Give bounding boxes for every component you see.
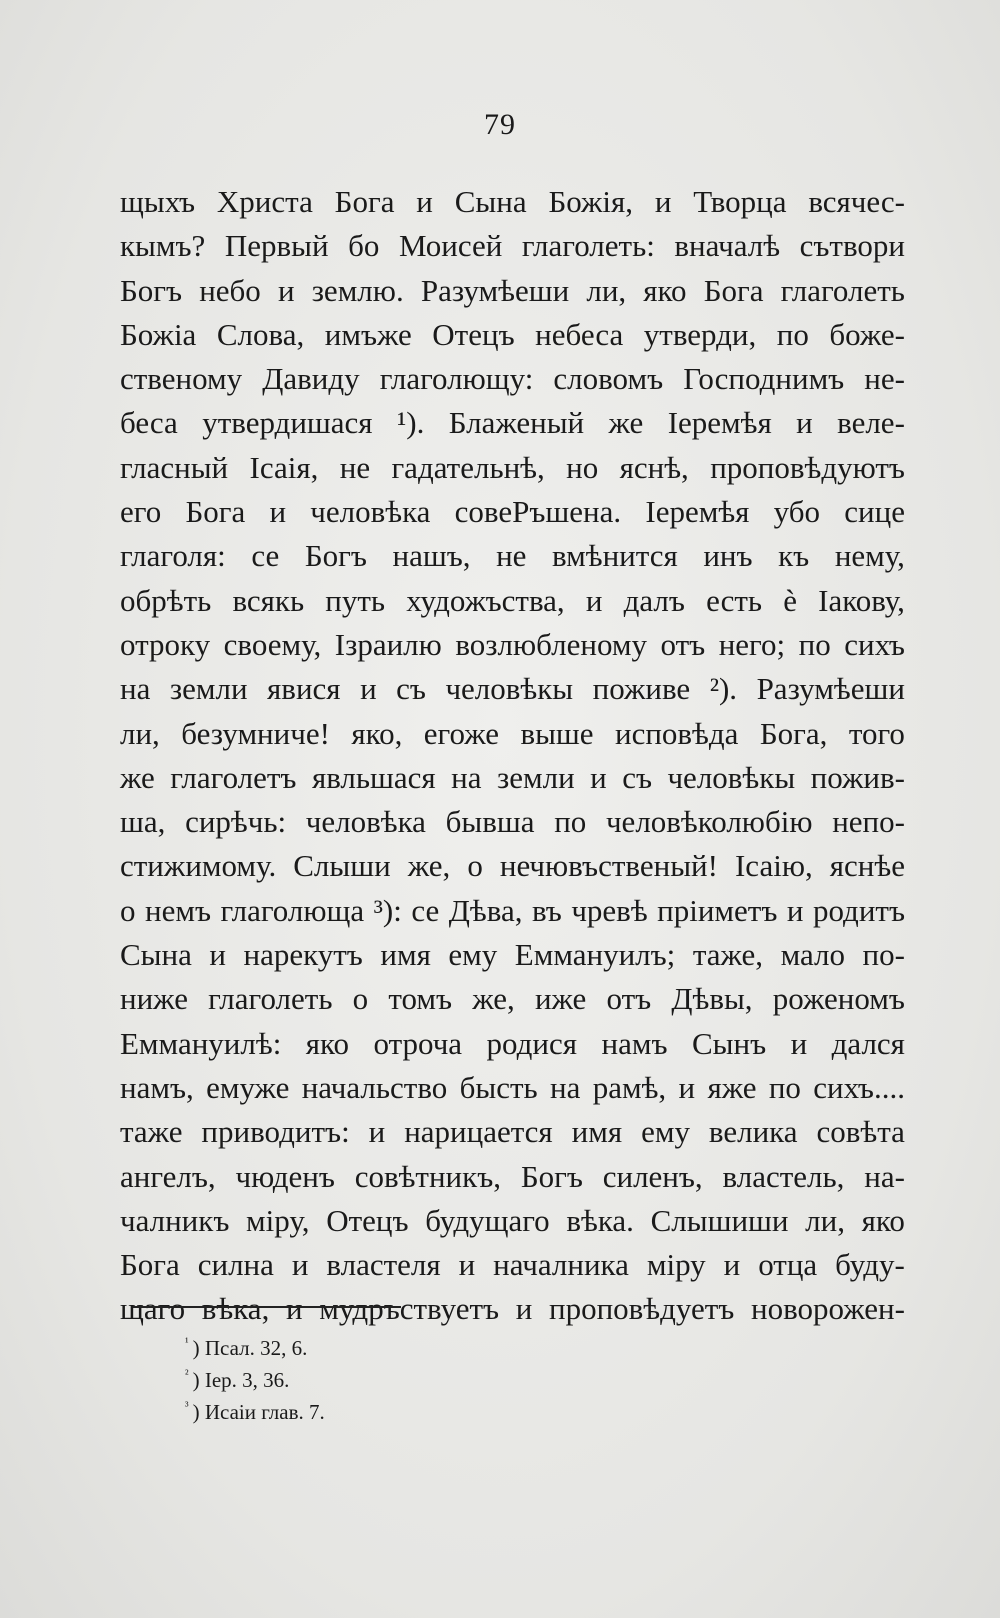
word: отроча bbox=[373, 1025, 463, 1061]
footnote-mark: ² bbox=[185, 1367, 189, 1381]
word: всякь bbox=[232, 582, 305, 618]
word: Ізраилю bbox=[334, 626, 442, 662]
text-line bbox=[120, 756, 905, 800]
text-line bbox=[120, 313, 905, 357]
word: Бога bbox=[334, 184, 395, 219]
word: ниже bbox=[120, 981, 188, 1017]
word: утверди, bbox=[643, 316, 757, 352]
word: Богъ bbox=[304, 538, 367, 574]
word: и bbox=[360, 671, 377, 707]
word: возлюбленому bbox=[455, 626, 647, 662]
word: властеля bbox=[326, 1247, 441, 1283]
word: ²). bbox=[709, 671, 738, 707]
word: егоже bbox=[423, 715, 499, 751]
word: и bbox=[269, 494, 287, 530]
word: глаголетъ bbox=[170, 759, 297, 795]
word: человѣкы bbox=[667, 759, 796, 795]
footnote-mark: ³ bbox=[185, 1399, 189, 1413]
word: Дѣвы, bbox=[671, 981, 753, 1017]
word: и bbox=[796, 405, 813, 441]
text-line bbox=[120, 800, 905, 844]
word: силна bbox=[197, 1247, 274, 1283]
word: и bbox=[368, 1114, 386, 1150]
word: человѣка bbox=[310, 494, 431, 530]
word: путь bbox=[325, 582, 386, 618]
word: и bbox=[209, 937, 226, 973]
word: глаголеть bbox=[208, 981, 333, 1017]
word: же, bbox=[472, 981, 515, 1017]
word: велика bbox=[708, 1114, 798, 1150]
word: беса bbox=[120, 405, 178, 441]
word: и bbox=[590, 759, 607, 795]
word: щыхъ bbox=[120, 184, 196, 219]
footnote bbox=[185, 1396, 325, 1428]
word: человѣкы bbox=[445, 671, 574, 707]
word: гласный bbox=[120, 449, 229, 485]
word: художъства, bbox=[406, 582, 565, 618]
word: Бога, bbox=[759, 715, 828, 751]
word: роженомъ bbox=[772, 981, 905, 1017]
word: Еммануилѣ: bbox=[120, 1025, 282, 1061]
word: и bbox=[286, 1291, 303, 1327]
word: на- bbox=[864, 1158, 905, 1194]
word: нарицается bbox=[404, 1114, 553, 1150]
word: не bbox=[496, 538, 527, 574]
word: бо bbox=[348, 228, 380, 264]
word: и bbox=[654, 184, 672, 219]
text-line bbox=[120, 579, 905, 623]
word: ѐ bbox=[783, 582, 797, 618]
word: Отецъ bbox=[432, 316, 515, 352]
word: съ bbox=[622, 759, 652, 795]
word: намъ, bbox=[120, 1069, 194, 1105]
word: по bbox=[798, 626, 831, 662]
word: Господнимъ bbox=[683, 361, 845, 397]
word: и bbox=[723, 1247, 741, 1283]
word: рамѣ, bbox=[592, 1069, 667, 1105]
footnote-text: ) Іер. 3, 36. bbox=[192, 1368, 290, 1392]
word: ша, bbox=[120, 804, 166, 840]
word: яко bbox=[643, 272, 687, 308]
word: Разумѣеши bbox=[420, 272, 570, 308]
word: сихъ bbox=[844, 626, 905, 662]
word: и bbox=[277, 272, 295, 308]
word: явльшася bbox=[311, 759, 436, 795]
word: же bbox=[608, 405, 644, 441]
word: вмѣнится bbox=[552, 538, 678, 574]
word: имъже bbox=[324, 316, 412, 352]
word: и bbox=[585, 582, 603, 618]
word: будущаго bbox=[425, 1202, 550, 1238]
word: дался bbox=[831, 1025, 905, 1061]
word: словомъ bbox=[553, 361, 664, 397]
word: нему, bbox=[834, 538, 905, 574]
word: на bbox=[451, 759, 482, 795]
text-line bbox=[120, 357, 905, 401]
word: безумниче! bbox=[181, 715, 330, 751]
word: мудръствуетъ bbox=[319, 1291, 500, 1327]
word: но bbox=[566, 449, 599, 485]
word: Еммануилъ; bbox=[514, 937, 676, 973]
text-line bbox=[120, 269, 905, 313]
word: глаголеть bbox=[780, 272, 905, 308]
word: емуже bbox=[206, 1069, 290, 1105]
word: бывша bbox=[445, 804, 535, 840]
word: отъ bbox=[660, 626, 706, 662]
text-line bbox=[120, 667, 905, 711]
word: на bbox=[120, 671, 151, 707]
word: человѣка bbox=[305, 804, 426, 840]
word: Творца bbox=[693, 184, 787, 219]
word: пріиметъ bbox=[657, 892, 778, 928]
word: ангелъ, bbox=[120, 1158, 216, 1194]
text-line bbox=[120, 1243, 905, 1287]
word: Отецъ bbox=[326, 1202, 409, 1238]
word: ¹). bbox=[396, 405, 425, 441]
word: Ісаію, bbox=[734, 848, 813, 884]
word: землю. bbox=[311, 272, 404, 308]
word: проповѣдуютъ bbox=[710, 449, 905, 485]
word: Богъ bbox=[120, 272, 183, 308]
word: глаголющу: bbox=[379, 361, 534, 397]
text-line bbox=[120, 1022, 905, 1066]
text-line bbox=[120, 534, 905, 578]
word: таже, bbox=[692, 937, 764, 973]
text-line bbox=[120, 977, 905, 1021]
word: ему bbox=[641, 1114, 690, 1150]
word: буду- bbox=[835, 1247, 905, 1283]
word: по bbox=[554, 804, 587, 840]
word: се bbox=[411, 892, 440, 928]
word: его bbox=[120, 494, 162, 530]
text-line bbox=[120, 623, 905, 667]
word: на bbox=[550, 1069, 581, 1105]
word: міру bbox=[646, 1247, 706, 1283]
word: по bbox=[768, 1069, 801, 1105]
word: веле- bbox=[837, 405, 905, 441]
word: по- bbox=[862, 937, 905, 973]
word: него; bbox=[718, 626, 786, 662]
page-number: 79 bbox=[484, 108, 516, 141]
text-line bbox=[120, 1287, 905, 1331]
word: того bbox=[848, 715, 905, 751]
word: и bbox=[291, 1247, 309, 1283]
word: боже- bbox=[829, 316, 905, 352]
word: земли bbox=[169, 671, 248, 707]
word: проповѣдуетъ bbox=[548, 1291, 735, 1327]
word: отъ bbox=[606, 981, 652, 1017]
word: совеРъшена. bbox=[454, 494, 622, 530]
word: о bbox=[120, 892, 136, 928]
text-line bbox=[120, 933, 905, 977]
word: гадательнѣ, bbox=[391, 449, 545, 485]
word: отроку bbox=[120, 626, 211, 662]
word: есть bbox=[706, 582, 763, 618]
word: Іеремѣя bbox=[645, 494, 750, 530]
word: чалникъ bbox=[120, 1202, 230, 1238]
word: вѣка. bbox=[566, 1202, 634, 1238]
word: и bbox=[678, 1069, 696, 1105]
word: Первый bbox=[224, 228, 329, 264]
word: ему bbox=[448, 937, 498, 973]
word: Слышиши bbox=[650, 1202, 789, 1238]
word: небо bbox=[199, 272, 261, 308]
word: родитъ bbox=[812, 892, 905, 928]
word: вначалѣ bbox=[674, 228, 781, 264]
text-line bbox=[120, 1110, 905, 1154]
word: убо bbox=[773, 494, 821, 530]
word: Сынъ bbox=[691, 1025, 767, 1061]
word: Богъ bbox=[520, 1158, 583, 1194]
word: глаголюща bbox=[220, 892, 365, 928]
word: не- bbox=[864, 361, 905, 397]
word: и bbox=[515, 1291, 533, 1327]
word: всячес- bbox=[808, 184, 905, 219]
word: яко, bbox=[351, 715, 403, 751]
word: имя bbox=[571, 1114, 623, 1150]
word: утвердишася bbox=[202, 405, 373, 441]
word: и bbox=[458, 1247, 476, 1283]
word: же, bbox=[407, 848, 451, 884]
text-line bbox=[120, 490, 905, 534]
word: яко bbox=[305, 1025, 350, 1061]
word: Разумѣеши bbox=[756, 671, 905, 707]
word: Бога bbox=[120, 1247, 180, 1283]
word: и bbox=[790, 1025, 808, 1061]
word: сихъ.... bbox=[813, 1069, 905, 1105]
word: совѣта bbox=[816, 1114, 905, 1150]
text-line bbox=[120, 401, 905, 445]
word: нарекутъ bbox=[243, 937, 363, 973]
word: чревѣ bbox=[571, 892, 648, 928]
word: Слова, bbox=[216, 316, 305, 352]
word: яснѣе bbox=[829, 848, 905, 884]
footnote-mark: ¹ bbox=[185, 1335, 189, 1349]
word: Сына bbox=[120, 937, 192, 973]
word: Іеремѣя bbox=[667, 405, 772, 441]
text-line bbox=[120, 446, 905, 490]
word: ли, bbox=[805, 1202, 845, 1238]
word: таже bbox=[120, 1114, 183, 1150]
word: далъ bbox=[623, 582, 685, 618]
text-line bbox=[120, 180, 905, 224]
word: яко bbox=[861, 1202, 905, 1238]
word: щаго bbox=[120, 1291, 186, 1327]
text-line bbox=[120, 844, 905, 888]
word: новорожен- bbox=[751, 1291, 905, 1327]
word: непо- bbox=[832, 804, 905, 840]
word: бысть bbox=[459, 1069, 538, 1105]
text-line bbox=[120, 712, 905, 756]
word: инъ bbox=[703, 538, 753, 574]
word: совѣтникъ, bbox=[354, 1158, 501, 1194]
word: выше bbox=[520, 715, 594, 751]
word: небеса bbox=[535, 316, 624, 352]
footnote bbox=[185, 1364, 325, 1396]
word: же bbox=[120, 759, 155, 795]
word: Іакову, bbox=[818, 582, 905, 618]
word: имя bbox=[380, 937, 431, 973]
word: поживе bbox=[592, 671, 691, 707]
word: Давиду bbox=[262, 361, 360, 397]
word: глаголя: bbox=[120, 538, 226, 574]
word: ли, bbox=[120, 715, 160, 751]
word: не bbox=[339, 449, 371, 485]
word: иже bbox=[534, 981, 587, 1017]
word: Слыши bbox=[293, 848, 391, 884]
word: Бога bbox=[185, 494, 246, 530]
word: къ bbox=[778, 538, 810, 574]
word: съ bbox=[396, 671, 426, 707]
word: отца bbox=[758, 1247, 818, 1283]
footnote-text: ) Псал. 32, 6. bbox=[192, 1336, 308, 1360]
word: Христа bbox=[216, 184, 313, 219]
word: стижимому. bbox=[120, 848, 277, 884]
text-line bbox=[120, 1155, 905, 1199]
word: томъ bbox=[388, 981, 453, 1017]
word: Сына bbox=[454, 184, 527, 219]
word: приводитъ: bbox=[201, 1114, 350, 1150]
word: яже bbox=[707, 1069, 757, 1105]
word: чюденъ bbox=[235, 1158, 335, 1194]
word: явися bbox=[267, 671, 341, 707]
word: яснѣ, bbox=[619, 449, 689, 485]
word: и bbox=[786, 892, 804, 928]
word: пожив- bbox=[810, 759, 905, 795]
word: сирѣчь: bbox=[185, 804, 287, 840]
word: нашъ, bbox=[392, 538, 471, 574]
text-line bbox=[120, 224, 905, 268]
word: сице bbox=[844, 494, 905, 530]
word: властель, bbox=[722, 1158, 845, 1194]
word: нечювъственый! bbox=[499, 848, 718, 884]
word: Ісаія, bbox=[249, 449, 319, 485]
word: Блаженый bbox=[448, 405, 585, 441]
text-line bbox=[120, 1066, 905, 1110]
word: ли, bbox=[586, 272, 627, 308]
word: Моисей bbox=[398, 228, 503, 264]
footnote bbox=[185, 1332, 325, 1364]
word: намъ bbox=[601, 1025, 668, 1061]
word: сътвори bbox=[799, 228, 905, 264]
word: земли bbox=[496, 759, 575, 795]
body-text bbox=[120, 180, 905, 1332]
word: ственому bbox=[120, 361, 243, 397]
word: началника bbox=[493, 1247, 629, 1283]
word: Божія, bbox=[548, 184, 634, 219]
text-line bbox=[120, 889, 905, 933]
text-line bbox=[120, 1199, 905, 1243]
word: кымъ? bbox=[120, 228, 206, 264]
word: начальство bbox=[301, 1069, 448, 1105]
word: силенъ, bbox=[602, 1158, 703, 1194]
word: глаголеть: bbox=[521, 228, 655, 264]
word: мало bbox=[780, 937, 845, 973]
word: родися bbox=[486, 1025, 578, 1061]
word: въ bbox=[531, 892, 562, 928]
footnote-text: ) Исаіи глав. 7. bbox=[192, 1400, 325, 1424]
word: своему, bbox=[223, 626, 322, 662]
word: обрѣть bbox=[120, 582, 212, 618]
word: исповѣда bbox=[614, 715, 739, 751]
footnotes bbox=[185, 1332, 325, 1428]
word: Божіа bbox=[120, 316, 197, 352]
word: о bbox=[467, 848, 483, 884]
word: о bbox=[352, 981, 369, 1017]
word: се bbox=[251, 538, 280, 574]
word: вѣка, bbox=[201, 1291, 270, 1327]
word: Бога bbox=[703, 272, 764, 308]
word: человѣколюбію bbox=[605, 804, 813, 840]
word: по bbox=[776, 316, 809, 352]
word: немъ bbox=[144, 892, 211, 928]
word: міру, bbox=[246, 1202, 310, 1238]
word: Дѣва, bbox=[448, 892, 523, 928]
word: ³): bbox=[373, 892, 402, 928]
word: и bbox=[416, 184, 433, 219]
footnote-divider bbox=[133, 1306, 401, 1308]
